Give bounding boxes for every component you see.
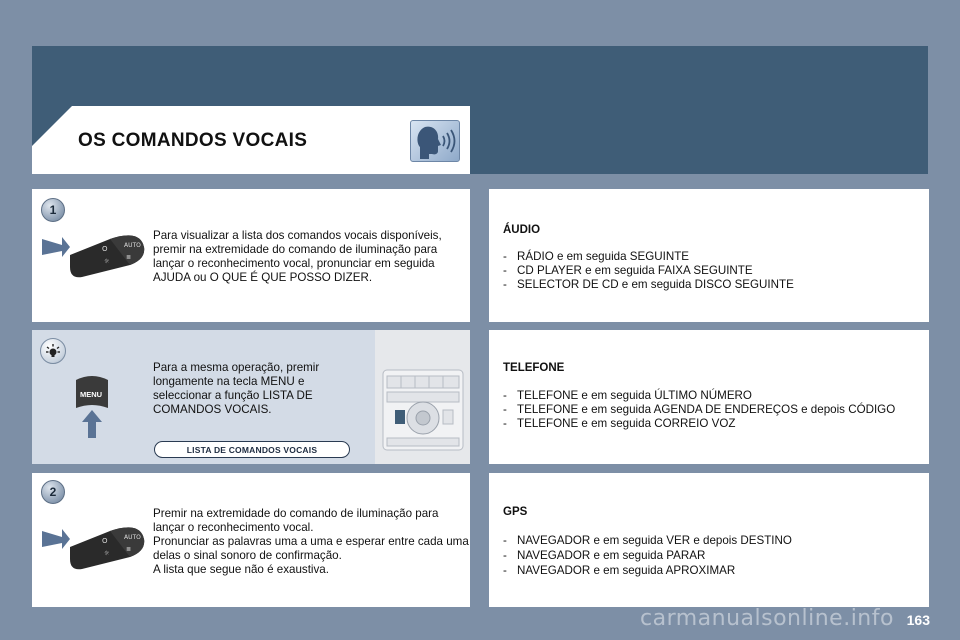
page-number: 163 xyxy=(906,612,930,628)
menu-key-label: MENU xyxy=(80,390,103,399)
list-item: - RÁDIO e em seguida SEGUINTE xyxy=(503,250,923,264)
svg-text:O: O xyxy=(102,245,108,253)
list-item: - CD PLAYER e em seguida FAIXA SEGUINTE xyxy=(503,264,923,278)
list-item: - SELECTOR DE CD e em seguida DISCO SEGUINTE xyxy=(503,278,923,292)
step-badge-2: 2 xyxy=(41,480,65,504)
voice-command-icon xyxy=(410,120,460,162)
list-item: - NAVEGADOR e em seguida APROXIMAR xyxy=(503,563,923,578)
light-bulb-icon xyxy=(40,338,66,364)
svg-text:O: O xyxy=(102,537,108,545)
svg-text:☼: ☼ xyxy=(104,258,110,265)
svg-text:AUTO: AUTO xyxy=(124,242,141,249)
menu-key-icon xyxy=(72,368,112,445)
step2-text: Premir na extremidade do comando de iluminação para lançar o reconhecimento vocal. Pronunciar as palavras uma a uma e esperar entre cada uma delas o sinal sonoro de confirmação. A lista que segue não é exaustiva. xyxy=(153,507,469,576)
lighting-stalk-icon xyxy=(40,225,150,290)
svg-text:≣: ≣ xyxy=(126,254,132,261)
svg-text:≣: ≣ xyxy=(126,546,132,553)
list-item: - NAVEGADOR e em seguida PARAR xyxy=(503,548,923,563)
voice-commands-list-button[interactable]: LISTA DE COMANDOS VOCAIS xyxy=(154,441,350,458)
svg-text:AUTO: AUTO xyxy=(124,534,141,541)
list-item: - TELEFONE e em seguida CORREIO VOZ xyxy=(503,417,913,431)
list-item: - TELEFONE e em seguida ÚLTIMO NÚMERO xyxy=(503,389,913,403)
step1-text: Para visualizar a lista dos comandos vocais disponíveis, premir na extremidade do comando de iluminação para lançar o reconhecimento vocal, pronunciar em seguida AJUDA ou O QUE É QUE POSSO DIZER. xyxy=(153,229,442,284)
telefone-command-list xyxy=(503,389,913,431)
radio-console-image xyxy=(375,330,470,464)
menu-step-text: Para a mesma operação, premir longamente na tecla MENU e seleccionar a função LISTA DE COMANDOS VOCAIS. xyxy=(153,361,320,416)
gps-heading: GPS xyxy=(503,506,528,518)
lighting-stalk-icon-2 xyxy=(40,517,150,582)
gps-command-list xyxy=(503,533,923,578)
page-title: OS COMANDOS VOCAIS xyxy=(78,130,308,151)
svg-text:☼: ☼ xyxy=(104,550,110,557)
audio-command-list xyxy=(503,250,923,292)
telefone-heading: TELEFONE xyxy=(503,362,565,374)
list-item: - TELEFONE e em seguida AGENDA DE ENDEREÇOS e depois CÓDIGO xyxy=(503,403,913,417)
list-item: - NAVEGADOR e em seguida VER e depois DESTINO xyxy=(503,533,923,548)
audio-heading: ÁUDIO xyxy=(503,224,541,236)
watermark: carmanualsonline.info xyxy=(640,606,894,631)
step-badge-1: 1 xyxy=(41,198,65,222)
